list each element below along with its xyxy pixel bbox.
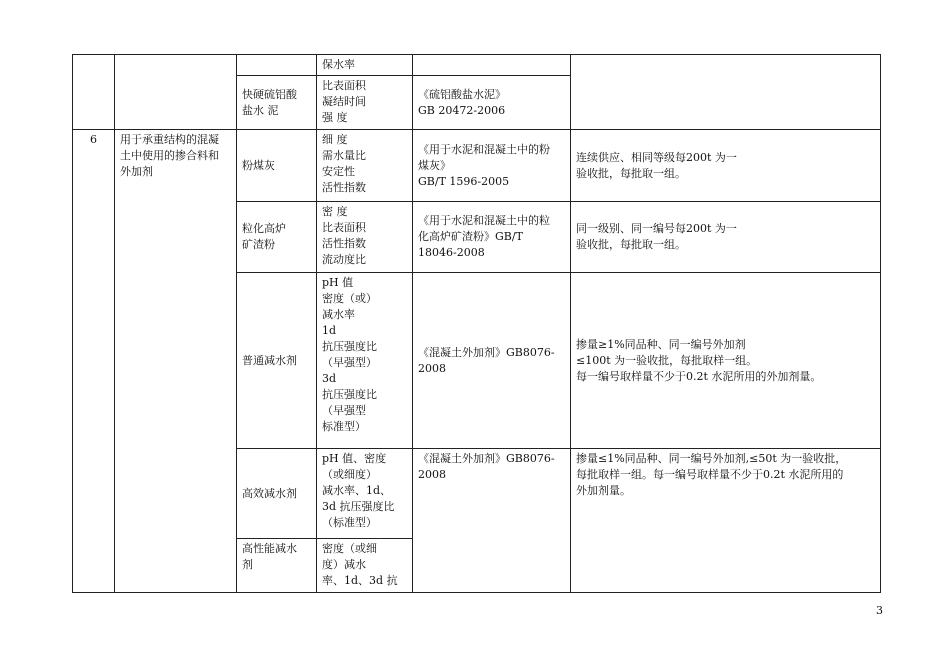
text-line: 2008	[418, 361, 446, 375]
text-line: 土中使用的掺合料和	[120, 149, 219, 162]
product-cell	[237, 273, 317, 449]
standard-cell	[413, 202, 571, 273]
inspection-table	[72, 54, 881, 593]
text-line: 密度（或）	[322, 292, 377, 305]
text-line: 外加剂量。	[576, 484, 631, 497]
text-line: 《混凝土外加剂》GB8076-	[418, 452, 555, 465]
text-line: pH 值、密度	[322, 452, 387, 465]
text-line: 用于承重结构的混凝	[120, 133, 219, 146]
product-cell	[237, 449, 317, 539]
text-line: 煤灰》	[418, 158, 451, 172]
text-line: 凝结时间	[322, 95, 366, 108]
standard-cell	[413, 273, 571, 449]
text-line: 抗压强度比	[322, 340, 377, 353]
text-line: 安定性	[322, 165, 355, 178]
text-line: pH 值	[322, 276, 354, 289]
text-line: 强 度	[322, 111, 348, 124]
text-line: 1d	[322, 324, 337, 337]
continued-product-cell	[237, 55, 317, 76]
text-line: 度）减水	[322, 558, 366, 571]
text-line: 《硫铝酸盐水泥》	[418, 87, 506, 101]
text-line: 剂	[242, 558, 253, 571]
text-line: 验收批，每批取一组。	[576, 166, 686, 180]
sampling-rule-cell	[571, 202, 881, 273]
sampling-rule-cell	[571, 130, 881, 202]
text-line: 每一编号取样量不少于0.2t 水泥所用的外加剂量。	[576, 369, 822, 383]
text-line: 验收批，每批取一组。	[576, 238, 686, 251]
text-line: 活性指数	[322, 237, 366, 250]
text-line: 需水量比	[322, 149, 366, 162]
text-line: 掺量≥1%同品种、同一编号外加剂	[576, 337, 746, 351]
text-line: 《用于水泥和混凝土中的粉	[418, 142, 550, 156]
text-line: 粒化高炉	[242, 222, 286, 235]
standard-cell	[413, 449, 571, 593]
text-line: 标准型）	[322, 420, 366, 433]
text-line: 高性能减水	[242, 542, 297, 555]
standard-cell	[413, 130, 571, 202]
text-line: 盐水 泥	[242, 103, 279, 117]
text-line: 抗压强度比	[322, 388, 377, 401]
text-line: 《混凝土外加剂》GB8076-	[418, 345, 555, 359]
text-line: 外加剂	[120, 165, 153, 178]
continued-category-cell	[115, 55, 237, 130]
text-line: （早强型）	[322, 356, 377, 369]
text-line: （标准型）	[322, 516, 377, 529]
text-line: 《用于水泥和混凝土中的粒	[418, 214, 550, 227]
text-line: 3d	[322, 372, 337, 385]
product-cell	[237, 76, 317, 130]
text-line: 率、1d、3d 抗	[322, 574, 398, 587]
test-items-cell	[317, 202, 413, 273]
sampling-rule-cell	[571, 273, 881, 449]
test-items-cell	[317, 130, 413, 202]
standard-cell	[413, 55, 571, 76]
text-line: 同一级别、同一编号每200t 为一	[576, 222, 737, 235]
text-line: 掺量≤1%同品种、同一编号外加剂,≤50t 为一验收批，	[576, 452, 847, 465]
text-line: 减水率、1d、	[322, 484, 392, 497]
text-line: GB/T 1596-2005	[418, 174, 510, 188]
text-line: ≤100t 为一验收批，每批取样一组。	[576, 353, 758, 367]
text-line: 减水率	[322, 308, 355, 321]
text-line: 矿渣粉	[242, 238, 275, 251]
text-line: 流动度比	[322, 253, 366, 266]
text-line: （或细度）	[322, 468, 377, 481]
text-line: 连续供应、相同等级每200t 为一	[576, 150, 737, 164]
text-line: 比表面积	[322, 221, 366, 234]
product-cell	[237, 202, 317, 273]
text-line: 粉煤灰	[242, 158, 275, 172]
text-line: 化高炉矿渣粉》GB/T	[418, 230, 523, 243]
text-line: 密 度	[322, 205, 348, 218]
table-row	[73, 55, 881, 76]
text-line: 18046-2008	[418, 246, 485, 259]
text-line: 每批取样一组。每一编号取样量不少于0.2t 水泥所用的	[576, 468, 844, 481]
text-line: 细 度	[322, 133, 348, 146]
sampling-rule-cell	[571, 449, 881, 593]
text-line: （早强型	[322, 404, 366, 417]
sampling-rule-cell	[571, 55, 881, 130]
item-number-cell: 6	[73, 130, 115, 593]
standard-cell	[413, 76, 571, 130]
text-line: GB 20472-2006	[418, 103, 506, 117]
text-line: 2008	[418, 468, 446, 481]
category-cell	[115, 130, 237, 593]
text-line: 密度（或细	[322, 542, 377, 555]
product-cell	[237, 130, 317, 202]
test-items-cell	[317, 55, 413, 76]
text-line: 保水率	[322, 58, 355, 71]
continued-num-cell	[73, 55, 115, 130]
page-number: 3	[876, 604, 883, 617]
text-line: 活性指数	[322, 181, 366, 194]
test-items-cell	[317, 76, 413, 130]
text-line: 普通减水剂	[242, 353, 297, 367]
text-line: 高效减水剂	[242, 486, 297, 500]
text-line: 快硬硫铝酸	[242, 87, 297, 101]
test-items-cell	[317, 449, 413, 539]
text-line: 3d 抗压强度比	[322, 500, 395, 513]
product-cell	[237, 539, 317, 593]
text-line: 比表面积	[322, 79, 366, 92]
table-row	[73, 130, 881, 202]
test-items-cell	[317, 539, 413, 593]
test-items-cell	[317, 273, 413, 449]
